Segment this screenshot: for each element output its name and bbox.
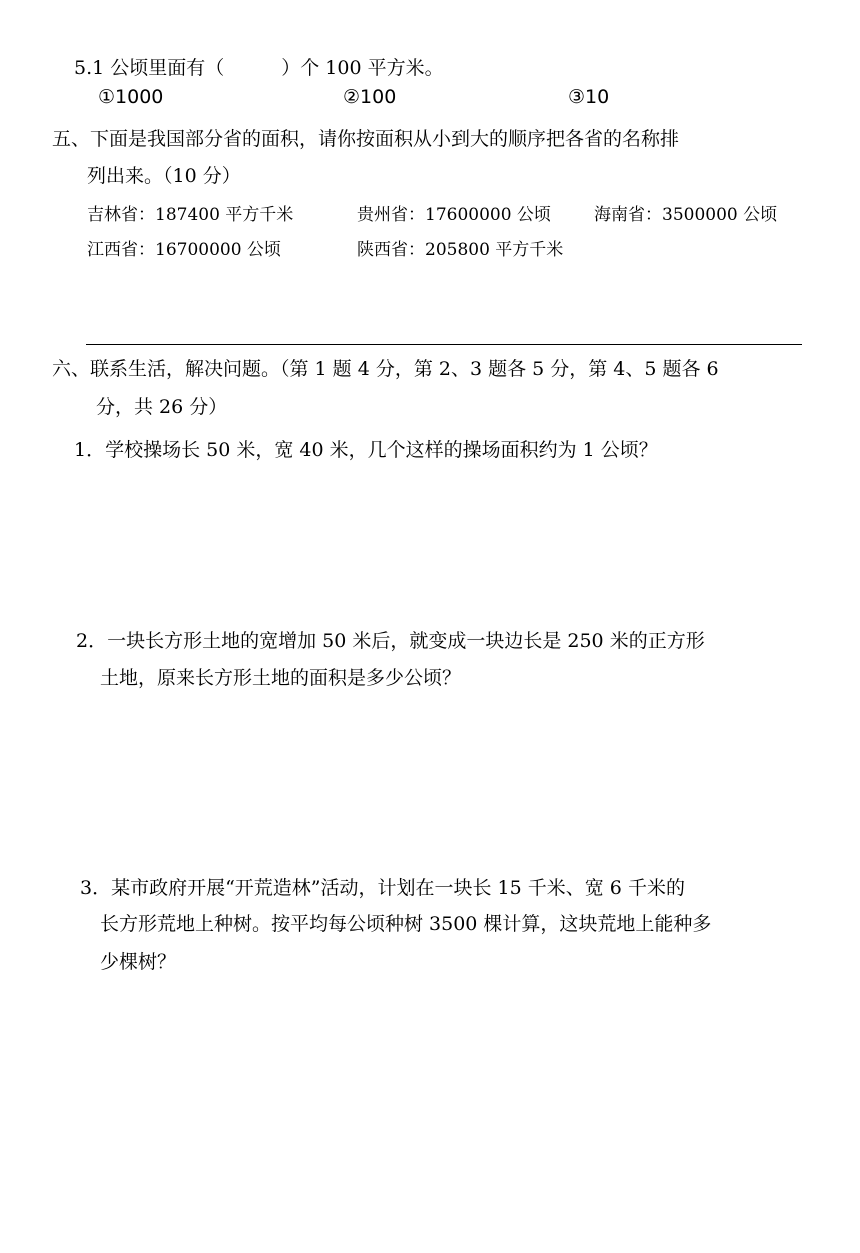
problem-1: 1．学校操场长 50 米，宽 40 米，几个这样的操场面积约为 1 公顷？ xyxy=(74,439,658,461)
option-2: ②100 xyxy=(343,86,397,108)
option-1: ①1000 xyxy=(98,86,164,108)
section-6-heading-cont: 分，共 26 分） xyxy=(96,396,228,418)
province-guizhou: 贵州省：17600000 公顷 xyxy=(357,205,551,225)
province-jiangxi: 江西省：16700000 公顷 xyxy=(87,240,281,260)
section-5-heading-cont: 列出来。（10 分） xyxy=(87,165,241,187)
province-shaanxi: 陕西省：205800 平方千米 xyxy=(357,240,564,260)
answer-line[interactable] xyxy=(86,344,802,345)
option-3: ③10 xyxy=(568,86,610,108)
problem-3-line-3: 少棵树？ xyxy=(100,951,177,973)
problem-2-line-2: 土地，原来长方形土地的面积是多少公顷？ xyxy=(100,667,462,689)
province-hainan: 海南省：3500000 公顷 xyxy=(594,205,778,225)
problem-3-line-1: 3．某市政府开展“开荒造林”活动，计划在一块长 15 千米、宽 6 千米的 xyxy=(80,877,685,899)
problem-2-line-1: 2．一块长方形土地的宽增加 50 米后，就变成一块边长是 250 米的正方形 xyxy=(76,630,705,652)
section-5-heading: 五、下面是我国部分省的面积，请你按面积从小到大的顺序把各省的名称排 xyxy=(52,128,680,150)
section-6-heading: 六、联系生活，解决问题。（第 1 题 4 分，第 2、3 题各 5 分，第 4、5 题各 6 xyxy=(52,358,719,380)
problem-3-line-2: 长方形荒地上种树。按平均每公顷种树 3500 棵计算，这块荒地上能种多 xyxy=(100,913,712,935)
question-5-text: 5.1 公顷里面有（ ）个 100 平方米。 xyxy=(74,57,444,79)
province-jilin: 吉林省：187400 平方千米 xyxy=(87,205,294,225)
